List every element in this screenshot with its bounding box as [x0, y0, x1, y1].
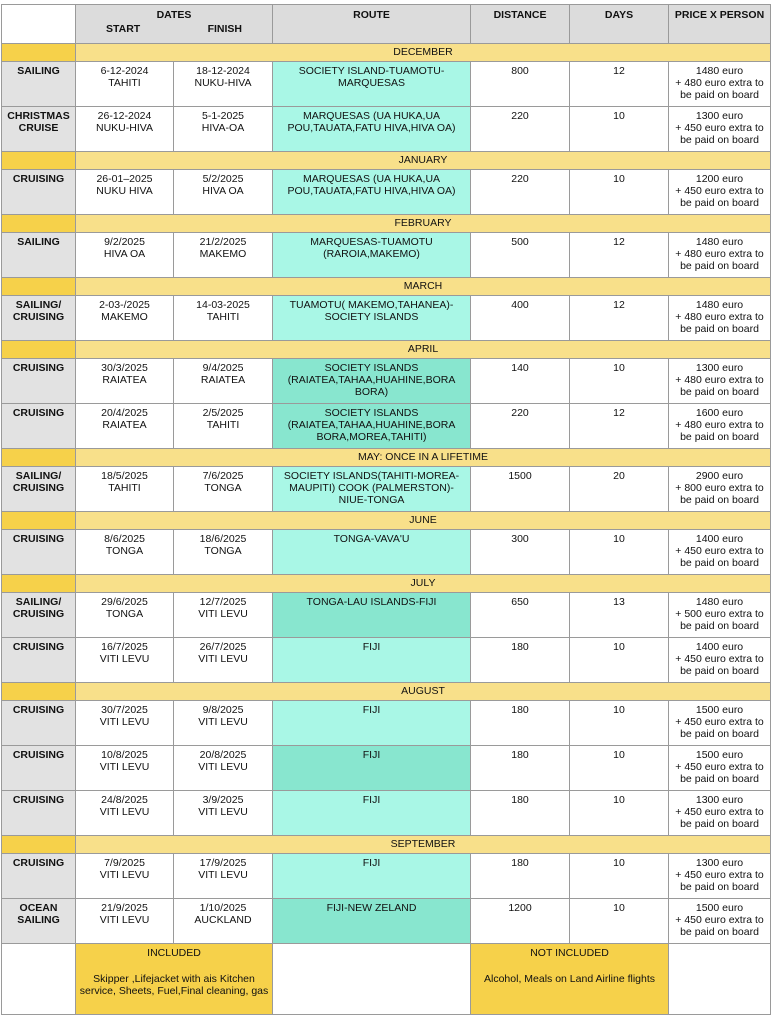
trip-type: CRUISING — [2, 359, 76, 404]
start-cell — [76, 107, 174, 152]
month-row — [2, 215, 771, 233]
trip-type: CRUISING — [2, 701, 76, 746]
finish-place: TAHITI — [206, 311, 240, 323]
trip-type: CHRISTMAS CRUISE — [2, 107, 76, 152]
distance-cell: 180 — [471, 701, 570, 746]
distance-cell: 650 — [471, 593, 570, 638]
finish-place: TONGA — [204, 545, 242, 557]
header-route: ROUTE — [273, 5, 471, 44]
finish-place: VITI LEVU — [198, 869, 248, 881]
finish-cell — [174, 746, 273, 791]
price-cell — [669, 899, 771, 944]
month-label: DECEMBER — [76, 44, 771, 62]
finish-cell — [174, 638, 273, 683]
table-row — [2, 746, 771, 791]
not-included-text: Alcohol, Meals on Land Airline flights — [484, 973, 656, 985]
finish-place: AUCKLAND — [194, 914, 252, 926]
price-extra: + 480 euro extra to be paid on board — [675, 311, 764, 335]
finish-place: VITI LEVU — [198, 806, 248, 818]
finish-cell — [174, 593, 273, 638]
price-cell — [669, 701, 771, 746]
table-row — [2, 62, 771, 107]
start-place: NUKU-HIVA — [96, 122, 153, 134]
finish-date: 14-03-2025 — [196, 299, 250, 311]
table-row — [2, 233, 771, 278]
price: 1300 euro — [695, 110, 744, 122]
trip-type: CRUISING — [2, 746, 76, 791]
days-cell: 10 — [570, 899, 669, 944]
month-label: FEBRUARY — [76, 215, 771, 233]
start-date: 9/2/2025 — [104, 236, 145, 248]
finish-place: HIVA-OA — [201, 122, 245, 134]
route-cell: FIJI — [273, 791, 471, 836]
route-cell: MARQUESAS-TUAMOTU (RAROIA,MAKEMO) — [273, 233, 471, 278]
finish-cell — [174, 296, 273, 341]
distance-cell: 180 — [471, 854, 570, 899]
header-distance: DISTANCE — [471, 5, 570, 44]
days-cell: 10 — [570, 107, 669, 152]
distance-cell: 1500 — [471, 467, 570, 512]
price-extra: + 800 euro extra to be paid on board — [675, 482, 764, 506]
price: 1400 euro — [695, 533, 744, 545]
price: 1500 euro — [695, 749, 744, 761]
header-start: START — [106, 23, 141, 35]
trip-type: SAILING/ CRUISING — [2, 467, 76, 512]
month-label: JANUARY — [76, 152, 771, 170]
start-date: 16/7/2025 — [101, 641, 148, 653]
start-place: VITI LEVU — [99, 869, 150, 881]
days-cell: 10 — [570, 701, 669, 746]
start-date: 30/3/2025 — [101, 362, 148, 374]
header-dates-label: DATES — [156, 9, 192, 21]
start-date: 21/9/2025 — [101, 902, 148, 914]
start-date: 24/8/2025 — [101, 794, 148, 806]
table-row — [2, 170, 771, 215]
schedule-table — [1, 4, 771, 1015]
table-row — [2, 530, 771, 575]
start-place: VITI LEVU — [99, 761, 150, 773]
route-cell: MARQUESAS (UA HUKA,UA POU,TAUATA,FATU HIVA,HIVA OA) — [273, 107, 471, 152]
start-date: 20/4/2025 — [101, 407, 148, 419]
month-label: JUNE — [76, 512, 771, 530]
finish-date: 7/6/2025 — [202, 470, 244, 482]
route-cell: TUAMOTU( MAKEMO,TAHANEA)-SOCIETY ISLANDS — [273, 296, 471, 341]
distance-cell: 180 — [471, 746, 570, 791]
trip-type: OCEAN SAILING — [2, 899, 76, 944]
start-place: VITI LEVU — [99, 806, 150, 818]
price-extra: + 450 euro extra to be paid on board — [675, 806, 764, 830]
price-cell — [669, 359, 771, 404]
distance-cell: 180 — [471, 638, 570, 683]
price: 1200 euro — [695, 173, 744, 185]
route-cell: FIJI — [273, 746, 471, 791]
route-cell: SOCIETY ISLANDS (RAIATEA,TAHAA,HUAHINE,BORA BORA,MOREA,TAHITI) — [273, 404, 471, 449]
trip-type: SAILING — [2, 62, 76, 107]
price-extra: + 450 euro extra to be paid on board — [675, 122, 764, 146]
route-cell: SOCIETY ISLAND-TUAMOTU-MARQUESAS — [273, 62, 471, 107]
price-extra: + 450 euro extra to be paid on board — [675, 761, 764, 785]
price-cell — [669, 170, 771, 215]
price-extra: + 480 euro extra to be paid on board — [675, 248, 764, 272]
price: 1480 euro — [695, 236, 744, 248]
finish-cell — [174, 107, 273, 152]
price-cell — [669, 593, 771, 638]
price-cell — [669, 467, 771, 512]
header-days: DAYS — [570, 5, 669, 44]
days-cell: 10 — [570, 791, 669, 836]
route-cell: TONGA-LAU ISLANDS-FIJI — [273, 593, 471, 638]
finish-cell — [174, 467, 273, 512]
table-row — [2, 854, 771, 899]
start-cell — [76, 530, 174, 575]
start-date: 8/6/2025 — [104, 533, 145, 545]
trip-type: CRUISING — [2, 404, 76, 449]
table-row — [2, 107, 771, 152]
start-date: 7/9/2025 — [104, 857, 145, 869]
finish-date: 26/7/2025 — [199, 641, 247, 653]
table-row — [2, 791, 771, 836]
start-place: RAIATEA — [102, 419, 147, 431]
not-included-cell — [471, 944, 669, 1015]
price: 1300 euro — [695, 794, 744, 806]
distance-cell: 180 — [471, 791, 570, 836]
finish-cell — [174, 854, 273, 899]
start-date: 30/7/2025 — [101, 704, 148, 716]
start-cell — [76, 359, 174, 404]
price: 1300 euro — [695, 362, 744, 374]
start-cell — [76, 593, 174, 638]
trip-type: CRUISING — [2, 854, 76, 899]
start-cell — [76, 467, 174, 512]
days-cell: 10 — [570, 638, 669, 683]
days-cell: 12 — [570, 62, 669, 107]
finish-cell — [174, 404, 273, 449]
trip-type: SAILING/ CRUISING — [2, 296, 76, 341]
month-row — [2, 449, 771, 467]
start-date: 26-12-2024 — [97, 110, 152, 122]
start-cell — [76, 899, 174, 944]
finish-cell — [174, 170, 273, 215]
route-cell: FIJI — [273, 701, 471, 746]
finish-date: 5/2/2025 — [202, 173, 244, 185]
start-place: TAHITI — [108, 482, 141, 494]
days-cell: 10 — [570, 359, 669, 404]
header-price: PRICE X PERSON — [669, 5, 771, 44]
start-place: VITI LEVU — [99, 716, 150, 728]
price: 1480 euro — [695, 299, 744, 311]
price-cell — [669, 62, 771, 107]
header-blank — [2, 5, 76, 44]
price-cell — [669, 530, 771, 575]
price-cell — [669, 854, 771, 899]
start-cell — [76, 170, 174, 215]
price: 2900 euro — [695, 470, 744, 482]
trip-type: SAILING/ CRUISING — [2, 593, 76, 638]
finish-date: 3/9/2025 — [202, 794, 244, 806]
price: 1600 euro — [695, 407, 744, 419]
distance-cell: 140 — [471, 359, 570, 404]
start-cell — [76, 233, 174, 278]
finish-cell — [174, 530, 273, 575]
days-cell: 12 — [570, 404, 669, 449]
finish-date: 2/5/2025 — [202, 407, 244, 419]
finish-place: NUKU-HIVA — [194, 77, 252, 89]
month-row — [2, 44, 771, 62]
trip-type: CRUISING — [2, 791, 76, 836]
finish-place: TAHITI — [206, 419, 240, 431]
month-label: MAY: ONCE IN A LIFETIME — [76, 449, 771, 467]
days-cell: 10 — [570, 530, 669, 575]
price: 1500 euro — [695, 704, 744, 716]
route-cell: FIJI — [273, 638, 471, 683]
price: 1400 euro — [695, 641, 744, 653]
month-label: JULY — [76, 575, 771, 593]
month-row — [2, 836, 771, 854]
month-label: APRIL — [76, 341, 771, 359]
days-cell: 12 — [570, 233, 669, 278]
price-extra: + 480 euro extra to be paid on board — [675, 419, 764, 443]
finish-date: 17/9/2025 — [199, 857, 247, 869]
start-place: TONGA — [105, 608, 144, 620]
table-row — [2, 467, 771, 512]
finish-cell — [174, 62, 273, 107]
start-date: 18/5/2025 — [101, 470, 148, 482]
table-row — [2, 638, 771, 683]
table-row — [2, 593, 771, 638]
start-place: MAKEMO — [101, 311, 148, 323]
month-label: AUGUST — [76, 683, 771, 701]
start-cell — [76, 746, 174, 791]
trip-type: CRUISING — [2, 170, 76, 215]
table-row — [2, 404, 771, 449]
route-cell: TONGA-VAVA'U — [273, 530, 471, 575]
finish-date: 21/2/2025 — [199, 236, 247, 248]
table-row — [2, 899, 771, 944]
days-cell: 10 — [570, 170, 669, 215]
finish-date: 12/7/2025 — [199, 596, 247, 608]
distance-cell: 300 — [471, 530, 570, 575]
header-dates — [76, 5, 273, 44]
trip-type: SAILING — [2, 233, 76, 278]
price-extra: + 450 euro extra to be paid on board — [675, 716, 764, 740]
start-cell — [76, 854, 174, 899]
finish-place: VITI LEVU — [198, 608, 248, 620]
distance-cell: 1200 — [471, 899, 570, 944]
finish-cell — [174, 233, 273, 278]
distance-cell: 800 — [471, 62, 570, 107]
route-cell: SOCIETY ISLANDS(TAHITI-MOREA-MAUPITI) COOK (PALMERSTON)-NIUE-TONGA — [273, 467, 471, 512]
start-place: TONGA — [105, 545, 144, 557]
route-cell: SOCIETY ISLANDS (RAIATEA,TAHAA,HUAHINE,BORA BORA) — [273, 359, 471, 404]
month-row — [2, 278, 771, 296]
included-text: Skipper ,Lifejacket with ais Kitchen service, Sheets, Fuel,Final cleaning, gas — [79, 973, 269, 997]
finish-place: HIVA OA — [202, 185, 244, 197]
finish-place: MAKEMO — [199, 248, 247, 260]
month-row — [2, 152, 771, 170]
price: 1480 euro — [695, 65, 744, 77]
start-cell — [76, 791, 174, 836]
finish-date: 9/8/2025 — [202, 704, 244, 716]
start-date: 2-03-/2025 — [99, 299, 150, 311]
start-cell — [76, 701, 174, 746]
start-cell — [76, 638, 174, 683]
price-extra: + 480 euro extra to be paid on board — [675, 374, 764, 398]
price-cell — [669, 638, 771, 683]
price-extra: + 450 euro extra to be paid on board — [675, 545, 764, 569]
month-row — [2, 575, 771, 593]
footer-row — [2, 944, 771, 1015]
days-cell: 10 — [570, 746, 669, 791]
days-cell: 12 — [570, 296, 669, 341]
distance-cell: 220 — [471, 404, 570, 449]
finish-cell — [174, 899, 273, 944]
route-cell: FIJI-NEW ZELAND — [273, 899, 471, 944]
start-date: 6-12-2024 — [100, 65, 149, 77]
distance-cell: 500 — [471, 233, 570, 278]
finish-date: 20/8/2025 — [199, 749, 247, 761]
month-label: MARCH — [76, 278, 771, 296]
finish-place: TONGA — [204, 482, 242, 494]
finish-date: 18-12-2024 — [196, 65, 250, 77]
price-cell — [669, 791, 771, 836]
finish-cell — [174, 701, 273, 746]
finish-date: 9/4/2025 — [202, 362, 244, 374]
header-finish: FINISH — [207, 23, 243, 35]
start-cell — [76, 404, 174, 449]
price-cell — [669, 746, 771, 791]
not-included-title: NOT INCLUDED — [530, 947, 609, 959]
price-cell — [669, 296, 771, 341]
days-cell: 10 — [570, 854, 669, 899]
price-cell — [669, 233, 771, 278]
month-row — [2, 512, 771, 530]
start-place: NUKU HIVA — [96, 185, 153, 197]
finish-place: VITI LEVU — [198, 716, 248, 728]
start-date: 29/6/2025 — [101, 596, 148, 608]
header-row — [2, 5, 771, 44]
trip-type: CRUISING — [2, 530, 76, 575]
price: 1500 euro — [695, 902, 744, 914]
price-cell — [669, 404, 771, 449]
price-extra: + 450 euro extra to be paid on board — [675, 185, 764, 209]
start-place: VITI LEVU — [99, 653, 150, 665]
start-cell — [76, 62, 174, 107]
start-place: TAHITI — [108, 77, 141, 89]
start-place: HIVA OA — [103, 248, 146, 260]
month-row — [2, 341, 771, 359]
days-cell: 13 — [570, 593, 669, 638]
finish-place: VITI LEVU — [198, 653, 248, 665]
start-date: 10/8/2025 — [101, 749, 148, 761]
included-cell — [76, 944, 273, 1015]
start-place: RAIATEA — [102, 374, 147, 386]
start-cell — [76, 296, 174, 341]
price: 1480 euro — [695, 596, 744, 608]
table-row — [2, 701, 771, 746]
month-label: SEPTEMBER — [76, 836, 771, 854]
distance-cell: 220 — [471, 170, 570, 215]
finish-place: VITI LEVU — [198, 761, 248, 773]
price-extra: + 480 euro extra to be paid on board — [675, 77, 764, 101]
finish-date: 18/6/2025 — [199, 533, 247, 545]
table-row — [2, 296, 771, 341]
month-row — [2, 683, 771, 701]
price-cell — [669, 107, 771, 152]
finish-place: RAIATEA — [200, 374, 246, 386]
included-title: INCLUDED — [147, 947, 201, 959]
start-place: VITI LEVU — [99, 914, 150, 926]
finish-cell — [174, 791, 273, 836]
finish-date: 5-1-2025 — [201, 110, 245, 122]
table-row — [2, 359, 771, 404]
price-extra: + 500 euro extra to be paid on board — [675, 608, 764, 632]
finish-date: 1/10/2025 — [199, 902, 247, 914]
route-cell: FIJI — [273, 854, 471, 899]
route-cell: MARQUESAS (UA HUKA,UA POU,TAUATA,FATU HIVA,HIVA OA) — [273, 170, 471, 215]
finish-cell — [174, 359, 273, 404]
trip-type: CRUISING — [2, 638, 76, 683]
start-date: 26-01–2025 — [96, 173, 153, 185]
distance-cell: 220 — [471, 107, 570, 152]
price-extra: + 450 euro extra to be paid on board — [675, 653, 764, 677]
distance-cell: 400 — [471, 296, 570, 341]
price: 1300 euro — [695, 857, 744, 869]
price-extra: + 450 euro extra to be paid on board — [675, 914, 764, 938]
price-extra: + 450 euro extra to be paid on board — [675, 869, 764, 893]
days-cell: 20 — [570, 467, 669, 512]
